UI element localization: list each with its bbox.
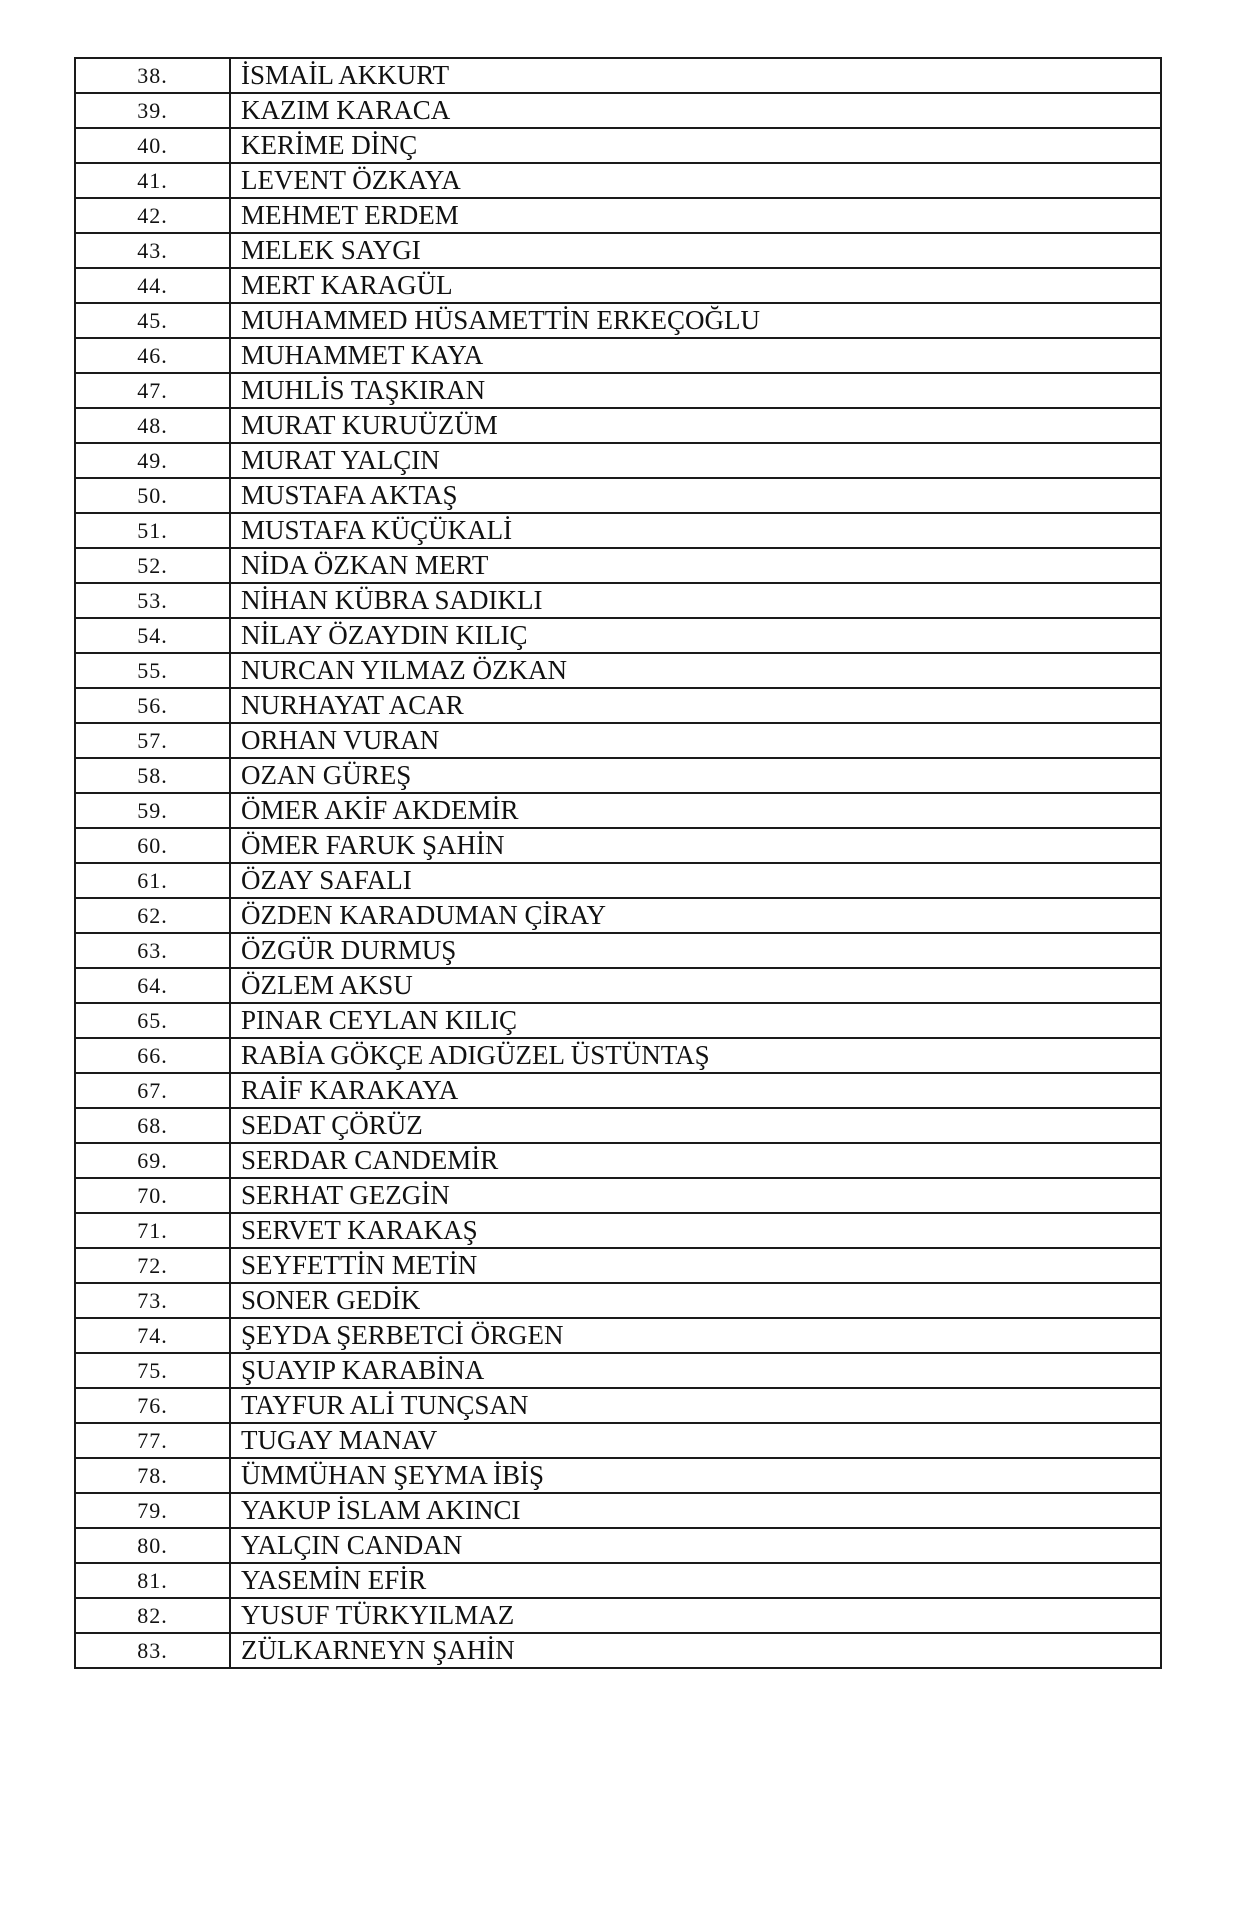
person-name: MURAT YALÇIN [230, 443, 1161, 478]
row-number: 41. [75, 163, 230, 198]
table-row [75, 1318, 1161, 1353]
person-name: İSMAİL AKKURT [230, 58, 1161, 93]
table-row [75, 338, 1161, 373]
table-row [75, 1458, 1161, 1493]
person-name: RAİF KARAKAYA [230, 1073, 1161, 1108]
table-row [75, 408, 1161, 443]
table-row [75, 1038, 1161, 1073]
row-number: 51. [75, 513, 230, 548]
person-name: RABİA GÖKÇE ADIGÜZEL ÜSTÜNTAŞ [230, 1038, 1161, 1073]
table-row [75, 58, 1161, 93]
person-name: TUGAY MANAV [230, 1423, 1161, 1458]
person-name: SONER GEDİK [230, 1283, 1161, 1318]
row-number: 52. [75, 548, 230, 583]
person-name: MUHAMMED HÜSAMETTİN ERKEÇOĞLU [230, 303, 1161, 338]
name-list-body [75, 58, 1161, 1668]
person-name: LEVENT ÖZKAYA [230, 163, 1161, 198]
person-name: PINAR CEYLAN KILIÇ [230, 1003, 1161, 1038]
person-name: KAZIM KARACA [230, 93, 1161, 128]
table-row [75, 1493, 1161, 1528]
table-row [75, 1108, 1161, 1143]
row-number: 79. [75, 1493, 230, 1528]
person-name: MUHLİS TAŞKIRAN [230, 373, 1161, 408]
person-name: ÖZGÜR DURMUŞ [230, 933, 1161, 968]
table-row [75, 828, 1161, 863]
row-number: 66. [75, 1038, 230, 1073]
person-name: SERVET KARAKAŞ [230, 1213, 1161, 1248]
table-row [75, 1388, 1161, 1423]
table-row [75, 303, 1161, 338]
table-row [75, 688, 1161, 723]
person-name: ÖZDEN KARADUMAN ÇİRAY [230, 898, 1161, 933]
person-name: NİHAN KÜBRA SADIKLI [230, 583, 1161, 618]
person-name: YASEMİN EFİR [230, 1563, 1161, 1598]
row-number: 63. [75, 933, 230, 968]
person-name: KERİME DİNÇ [230, 128, 1161, 163]
table-row [75, 1073, 1161, 1108]
person-name: NURHAYAT ACAR [230, 688, 1161, 723]
person-name: ÖZLEM AKSU [230, 968, 1161, 1003]
row-number: 82. [75, 1598, 230, 1633]
person-name: ORHAN VURAN [230, 723, 1161, 758]
row-number: 47. [75, 373, 230, 408]
person-name: ÜMMÜHAN ŞEYMA İBİŞ [230, 1458, 1161, 1493]
table-row [75, 968, 1161, 1003]
row-number: 43. [75, 233, 230, 268]
table-row [75, 1283, 1161, 1318]
table-row [75, 373, 1161, 408]
table-row [75, 1003, 1161, 1038]
row-number: 70. [75, 1178, 230, 1213]
row-number: 78. [75, 1458, 230, 1493]
person-name: YUSUF TÜRKYILMAZ [230, 1598, 1161, 1633]
person-name: NİDA ÖZKAN MERT [230, 548, 1161, 583]
table-row [75, 1598, 1161, 1633]
row-number: 81. [75, 1563, 230, 1598]
person-name: ŞUAYIP KARABİNA [230, 1353, 1161, 1388]
table-row [75, 1633, 1161, 1668]
row-number: 62. [75, 898, 230, 933]
person-name: MUSTAFA KÜÇÜKALİ [230, 513, 1161, 548]
row-number: 67. [75, 1073, 230, 1108]
table-row [75, 933, 1161, 968]
person-name: ÖMER AKİF AKDEMİR [230, 793, 1161, 828]
table-row [75, 1423, 1161, 1458]
table-row [75, 793, 1161, 828]
row-number: 48. [75, 408, 230, 443]
row-number: 64. [75, 968, 230, 1003]
table-row [75, 758, 1161, 793]
table-row [75, 478, 1161, 513]
table-row [75, 618, 1161, 653]
row-number: 39. [75, 93, 230, 128]
row-number: 42. [75, 198, 230, 233]
person-name: MERT KARAGÜL [230, 268, 1161, 303]
row-number: 71. [75, 1213, 230, 1248]
row-number: 59. [75, 793, 230, 828]
table-row [75, 723, 1161, 758]
table-row [75, 1353, 1161, 1388]
table-row [75, 198, 1161, 233]
row-number: 69. [75, 1143, 230, 1178]
person-name: MELEK SAYGI [230, 233, 1161, 268]
person-name: ZÜLKARNEYN ŞAHİN [230, 1633, 1161, 1668]
row-number: 56. [75, 688, 230, 723]
table-row [75, 548, 1161, 583]
table-row [75, 1178, 1161, 1213]
name-list-table [74, 57, 1162, 1669]
row-number: 73. [75, 1283, 230, 1318]
row-number: 55. [75, 653, 230, 688]
row-number: 75. [75, 1353, 230, 1388]
person-name: YALÇIN CANDAN [230, 1528, 1161, 1563]
person-name: ÖMER FARUK ŞAHİN [230, 828, 1161, 863]
table-row [75, 93, 1161, 128]
row-number: 68. [75, 1108, 230, 1143]
table-row [75, 898, 1161, 933]
row-number: 60. [75, 828, 230, 863]
person-name: MEHMET ERDEM [230, 198, 1161, 233]
person-name: SERHAT GEZGİN [230, 1178, 1161, 1213]
person-name: YAKUP İSLAM AKINCI [230, 1493, 1161, 1528]
table-row [75, 1563, 1161, 1598]
row-number: 45. [75, 303, 230, 338]
person-name: ÖZAY SAFALI [230, 863, 1161, 898]
table-row [75, 863, 1161, 898]
table-row [75, 1213, 1161, 1248]
row-number: 46. [75, 338, 230, 373]
row-number: 72. [75, 1248, 230, 1283]
person-name: SEYFETTİN METİN [230, 1248, 1161, 1283]
table-row [75, 233, 1161, 268]
table-row [75, 583, 1161, 618]
row-number: 38. [75, 58, 230, 93]
person-name: NİLAY ÖZAYDIN KILIÇ [230, 618, 1161, 653]
row-number: 61. [75, 863, 230, 898]
row-number: 77. [75, 1423, 230, 1458]
row-number: 74. [75, 1318, 230, 1353]
table-row [75, 653, 1161, 688]
person-name: OZAN GÜREŞ [230, 758, 1161, 793]
row-number: 54. [75, 618, 230, 653]
row-number: 44. [75, 268, 230, 303]
row-number: 83. [75, 1633, 230, 1668]
row-number: 49. [75, 443, 230, 478]
row-number: 80. [75, 1528, 230, 1563]
row-number: 57. [75, 723, 230, 758]
person-name: SEDAT ÇÖRÜZ [230, 1108, 1161, 1143]
row-number: 65. [75, 1003, 230, 1038]
table-row [75, 1143, 1161, 1178]
person-name: MUHAMMET KAYA [230, 338, 1161, 373]
person-name: MURAT KURUÜZÜM [230, 408, 1161, 443]
person-name: SERDAR CANDEMİR [230, 1143, 1161, 1178]
row-number: 58. [75, 758, 230, 793]
table-row [75, 513, 1161, 548]
person-name: ŞEYDA ŞERBETCİ ÖRGEN [230, 1318, 1161, 1353]
person-name: NURCAN YILMAZ ÖZKAN [230, 653, 1161, 688]
table-row [75, 128, 1161, 163]
table-row [75, 268, 1161, 303]
table-row [75, 163, 1161, 198]
row-number: 53. [75, 583, 230, 618]
row-number: 76. [75, 1388, 230, 1423]
table-row [75, 443, 1161, 478]
row-number: 40. [75, 128, 230, 163]
table-row [75, 1248, 1161, 1283]
table-row [75, 1528, 1161, 1563]
person-name: MUSTAFA AKTAŞ [230, 478, 1161, 513]
person-name: TAYFUR ALİ TUNÇSAN [230, 1388, 1161, 1423]
row-number: 50. [75, 478, 230, 513]
